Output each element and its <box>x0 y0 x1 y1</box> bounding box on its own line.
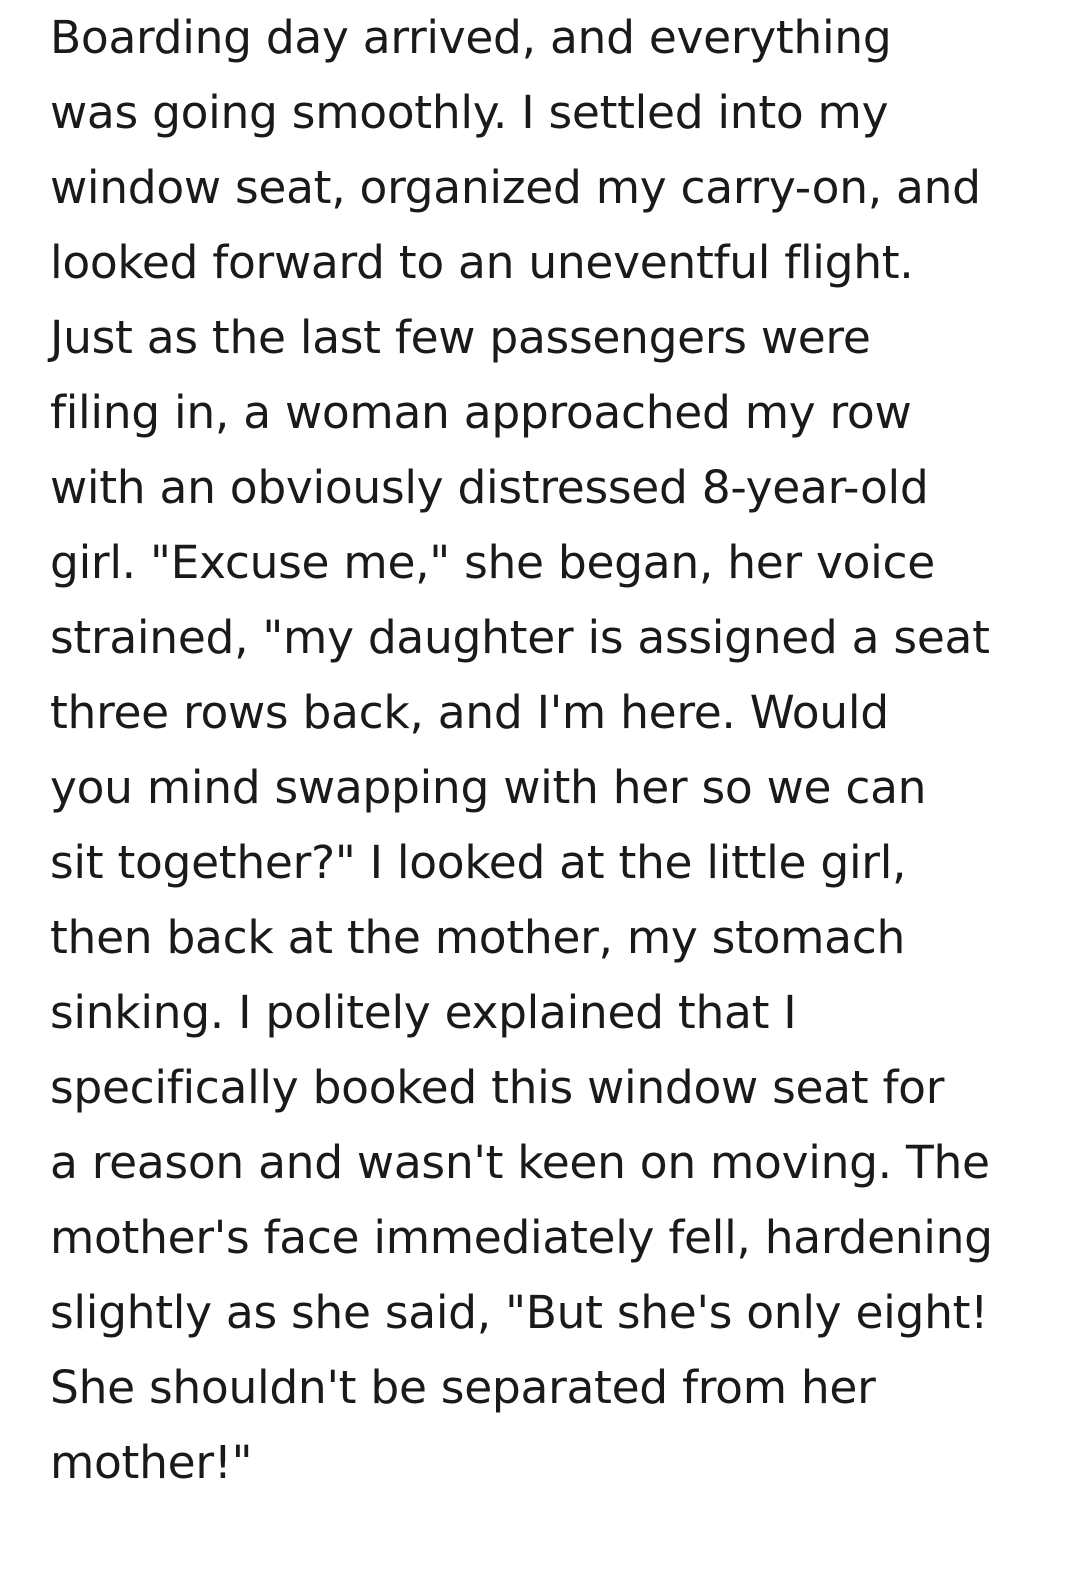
story-line-7: with an obviously distressed 8-year-old <box>50 461 929 514</box>
story-line-20: mother!" <box>50 1436 253 1489</box>
story-line-4: looked forward to an uneventful flight. <box>50 236 914 289</box>
story-line-9: strained, "my daughter is assigned a seat <box>50 611 990 664</box>
story-line-16: a reason and wasn't keen on moving. The <box>50 1136 990 1189</box>
story-line-5: Just as the last few passengers were <box>50 311 871 364</box>
story-line-19: She shouldn't be separated from her <box>50 1361 876 1414</box>
story-line-2: was going smoothly. I settled into my <box>50 86 889 139</box>
story-line-14: sinking. I politely explained that I <box>50 986 797 1039</box>
story-line-13: then back at the mother, my stomach <box>50 911 906 964</box>
story-line-6: filing in, a woman approached my row <box>50 386 912 439</box>
story-paragraph <box>50 0 1060 1500</box>
story-line-17: mother's face immediately fell, hardening <box>50 1211 993 1264</box>
story-line-12: sit together?" I looked at the little girl, <box>50 836 907 889</box>
story-line-18: slightly as she said, "But she's only eight! <box>50 1286 989 1339</box>
story-line-10: three rows back, and I'm here. Would <box>50 686 889 739</box>
story-line-8: girl. "Excuse me," she began, her voice <box>50 536 935 589</box>
story-line-15: specifically booked this window seat for <box>50 1061 945 1114</box>
story-line-3: window seat, organized my carry-on, and <box>50 161 981 214</box>
story-line-11: you mind swapping with her so we can <box>50 761 927 814</box>
story-line-1: Boarding day arrived, and everything <box>50 11 892 64</box>
